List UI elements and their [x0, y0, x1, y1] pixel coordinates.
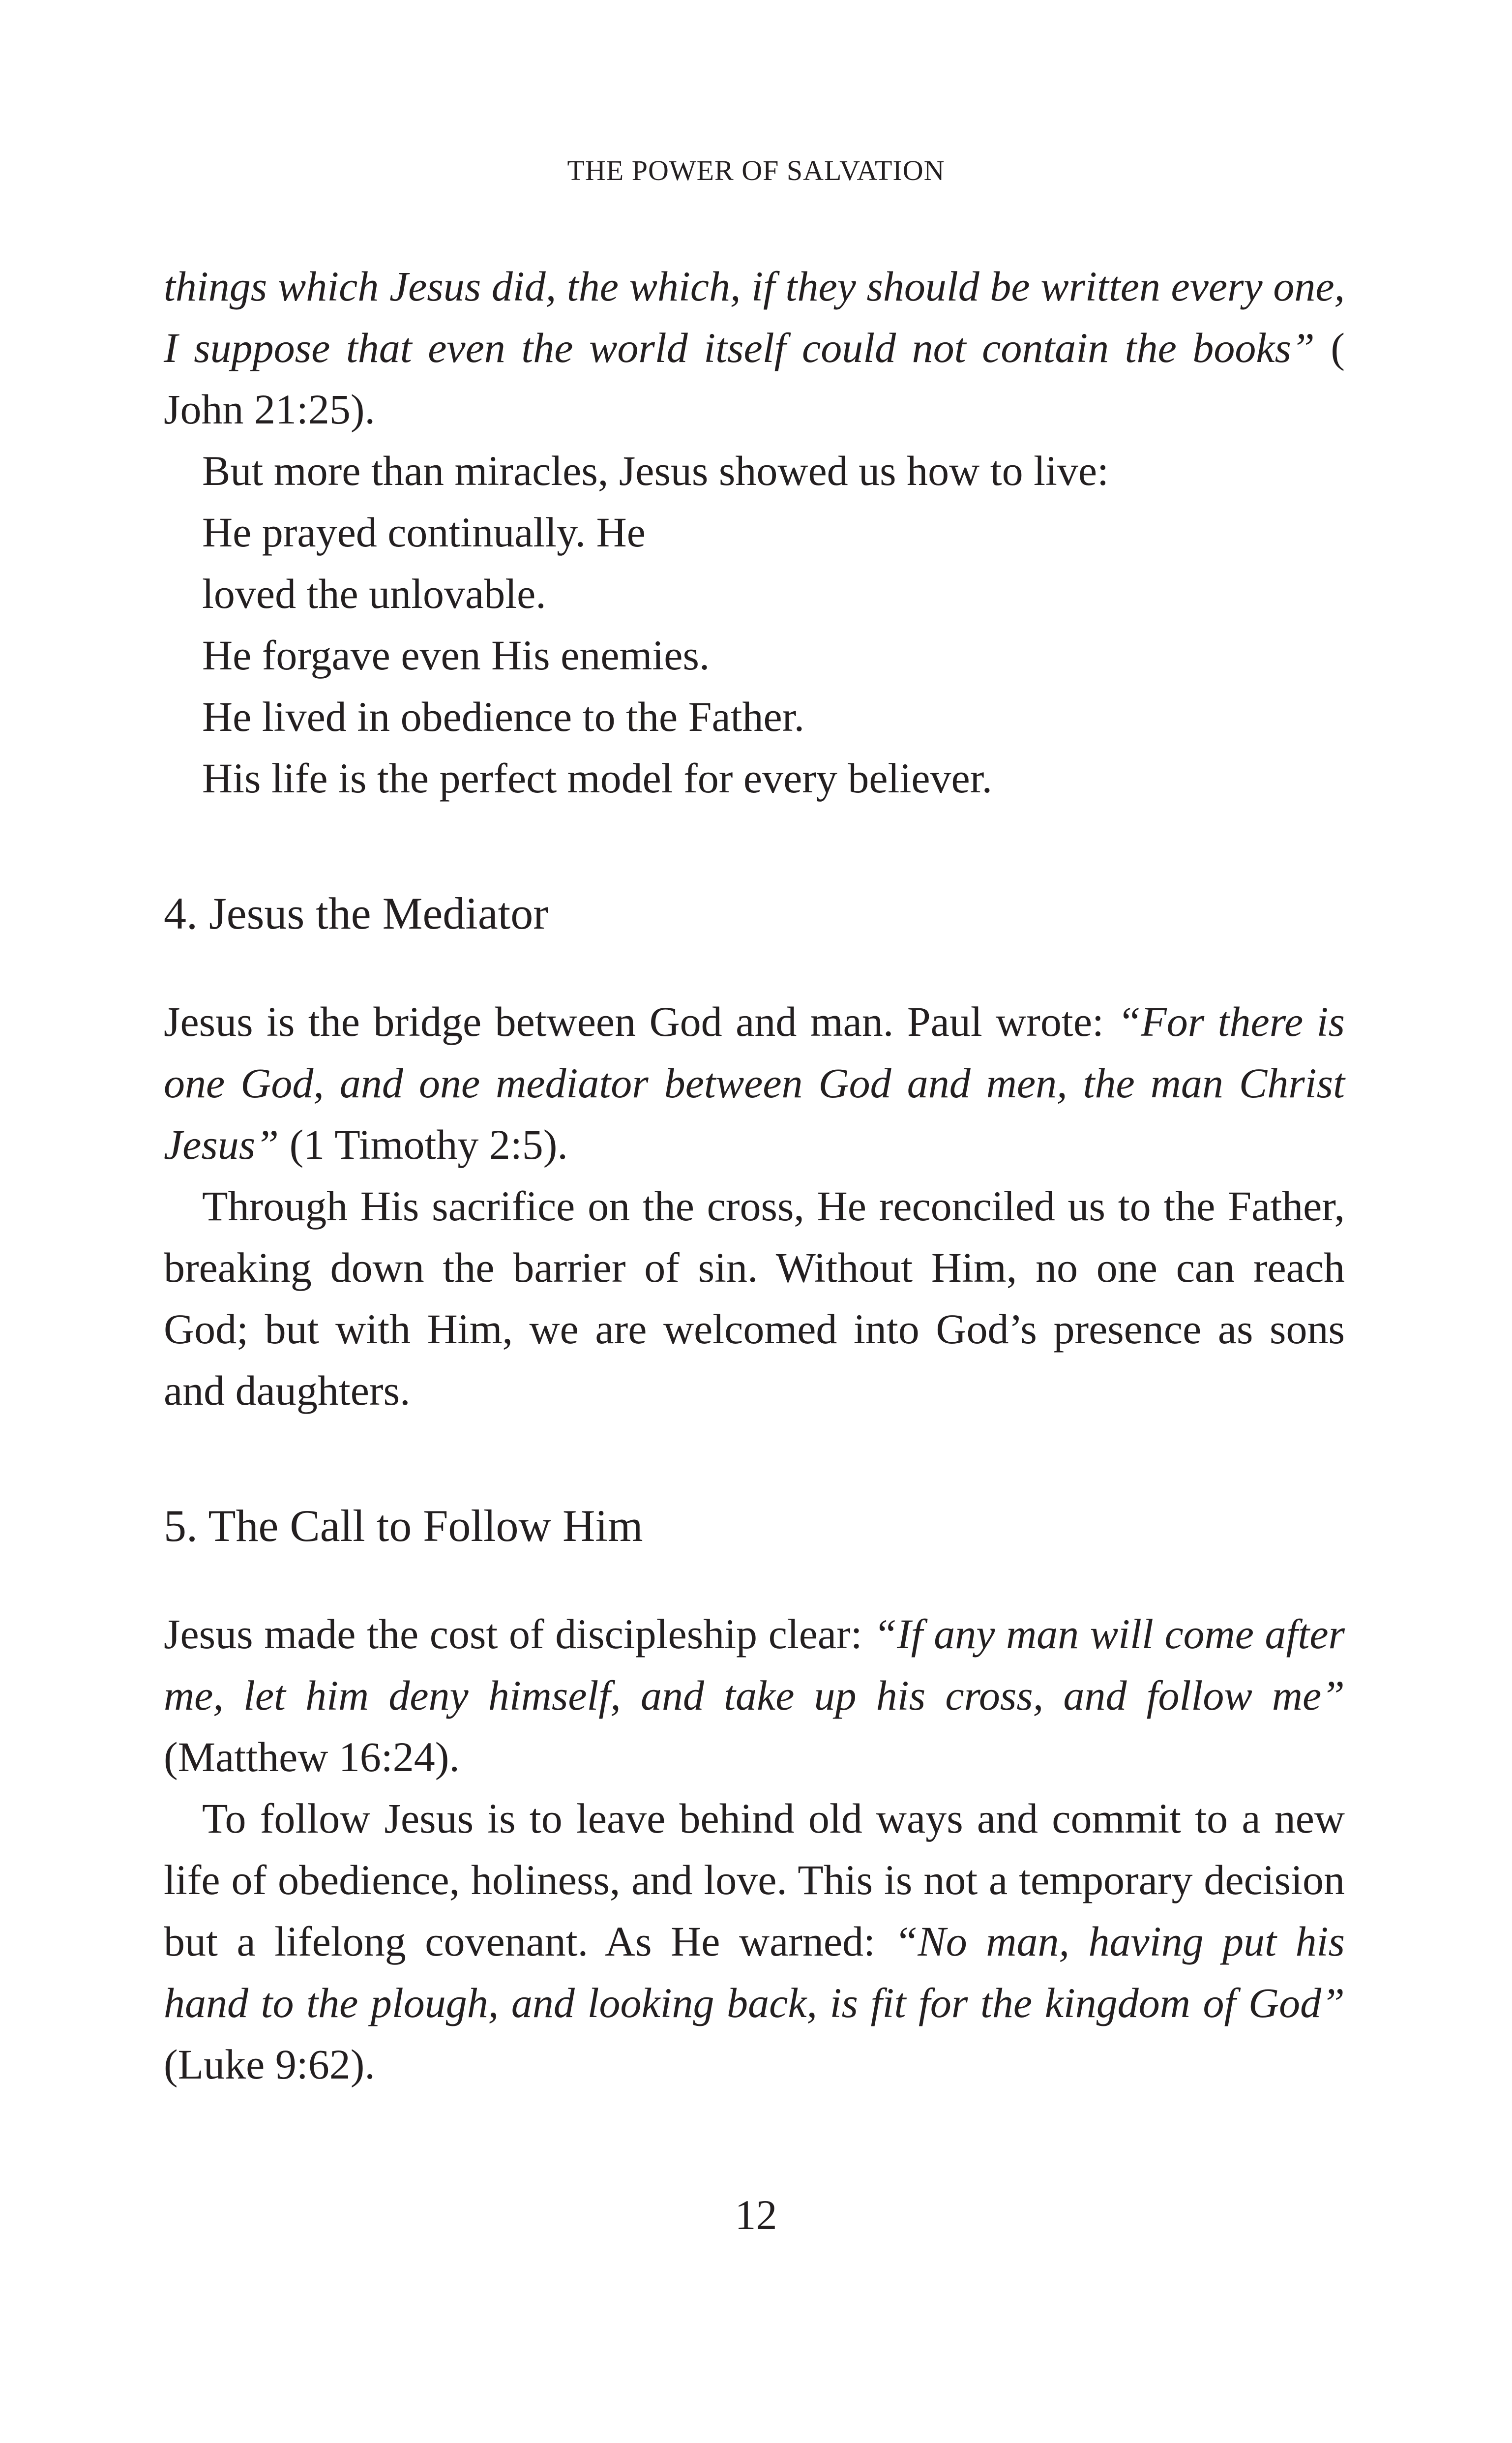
intro-paragraph: [164, 256, 1345, 440]
list-item: He lived in obedience to the Father.: [202, 693, 805, 740]
spacer: [164, 1557, 1345, 1603]
section4-paragraph-1: [164, 991, 1345, 1176]
section-heading: 5. The Call to Follow Him: [164, 1501, 643, 1551]
section4-text: Jesus is the bridge between God and man. Paul wrote:: [164, 998, 1118, 1045]
section5-text: Jesus made the cost of discipleship clear:: [164, 1610, 874, 1658]
list-item: loved the unlovable.: [202, 570, 546, 617]
spacer: [164, 809, 1345, 883]
section5-paragraph-2: [164, 1788, 1345, 2095]
page-number: 12: [735, 2191, 777, 2238]
list-item: He prayed continually. He: [202, 509, 646, 556]
running-head: THE POWER OF SALVATION: [567, 154, 945, 186]
section4-reference: (1 Timothy 2:5).: [279, 1121, 568, 1168]
section5-reference: (Matthew 16:24).: [164, 1733, 460, 1780]
intro-quote: things which Jesus did, the which, if they should be written every one, I suppose that even the world itself could not contain the books”: [164, 263, 1345, 371]
section-heading: 4. Jesus the Mediator: [164, 888, 548, 938]
intro-reference: ( John 21:25).: [164, 324, 1345, 433]
section5-paragraph-1: [164, 1603, 1345, 1788]
section5-quote: “If any man will come after me, let him deny himself, and take up his cross, and follow me”: [164, 1610, 1345, 1719]
section5-quote: “No man, having put his hand to the plough, and looking back, is fit for the kingdom of God”: [164, 1918, 1345, 2026]
section4-quote: “For there is one God, and one mediator between God and men, the man Christ Jesus”: [164, 998, 1345, 1168]
section4-paragraph-2: Through His sacrifice on the cross, He reconciled us to the Father, breaking down the barrier of sin. Without Him, no one can reach God; but with Him, we are welcomed into God’s presence as sons and daughters.: [164, 1182, 1345, 1414]
spacer: [164, 1421, 1345, 1495]
spacer: [164, 944, 1345, 991]
list-item: He forgave even His enemies.: [202, 632, 710, 679]
section5-reference: (Luke 9:62).: [164, 2041, 375, 2088]
lead-line: But more than miracles, Jesus showed us how to live:: [202, 447, 1109, 494]
list-item: His life is the perfect model for every believer.: [202, 754, 993, 802]
section5-text: To follow Jesus is to leave behind old ways and commit to a new life of obedience, holiness, and love. This is not a temporary decision but a lifelong covenant. As He warned:: [164, 1795, 1345, 1965]
page-body: [164, 256, 1345, 2095]
